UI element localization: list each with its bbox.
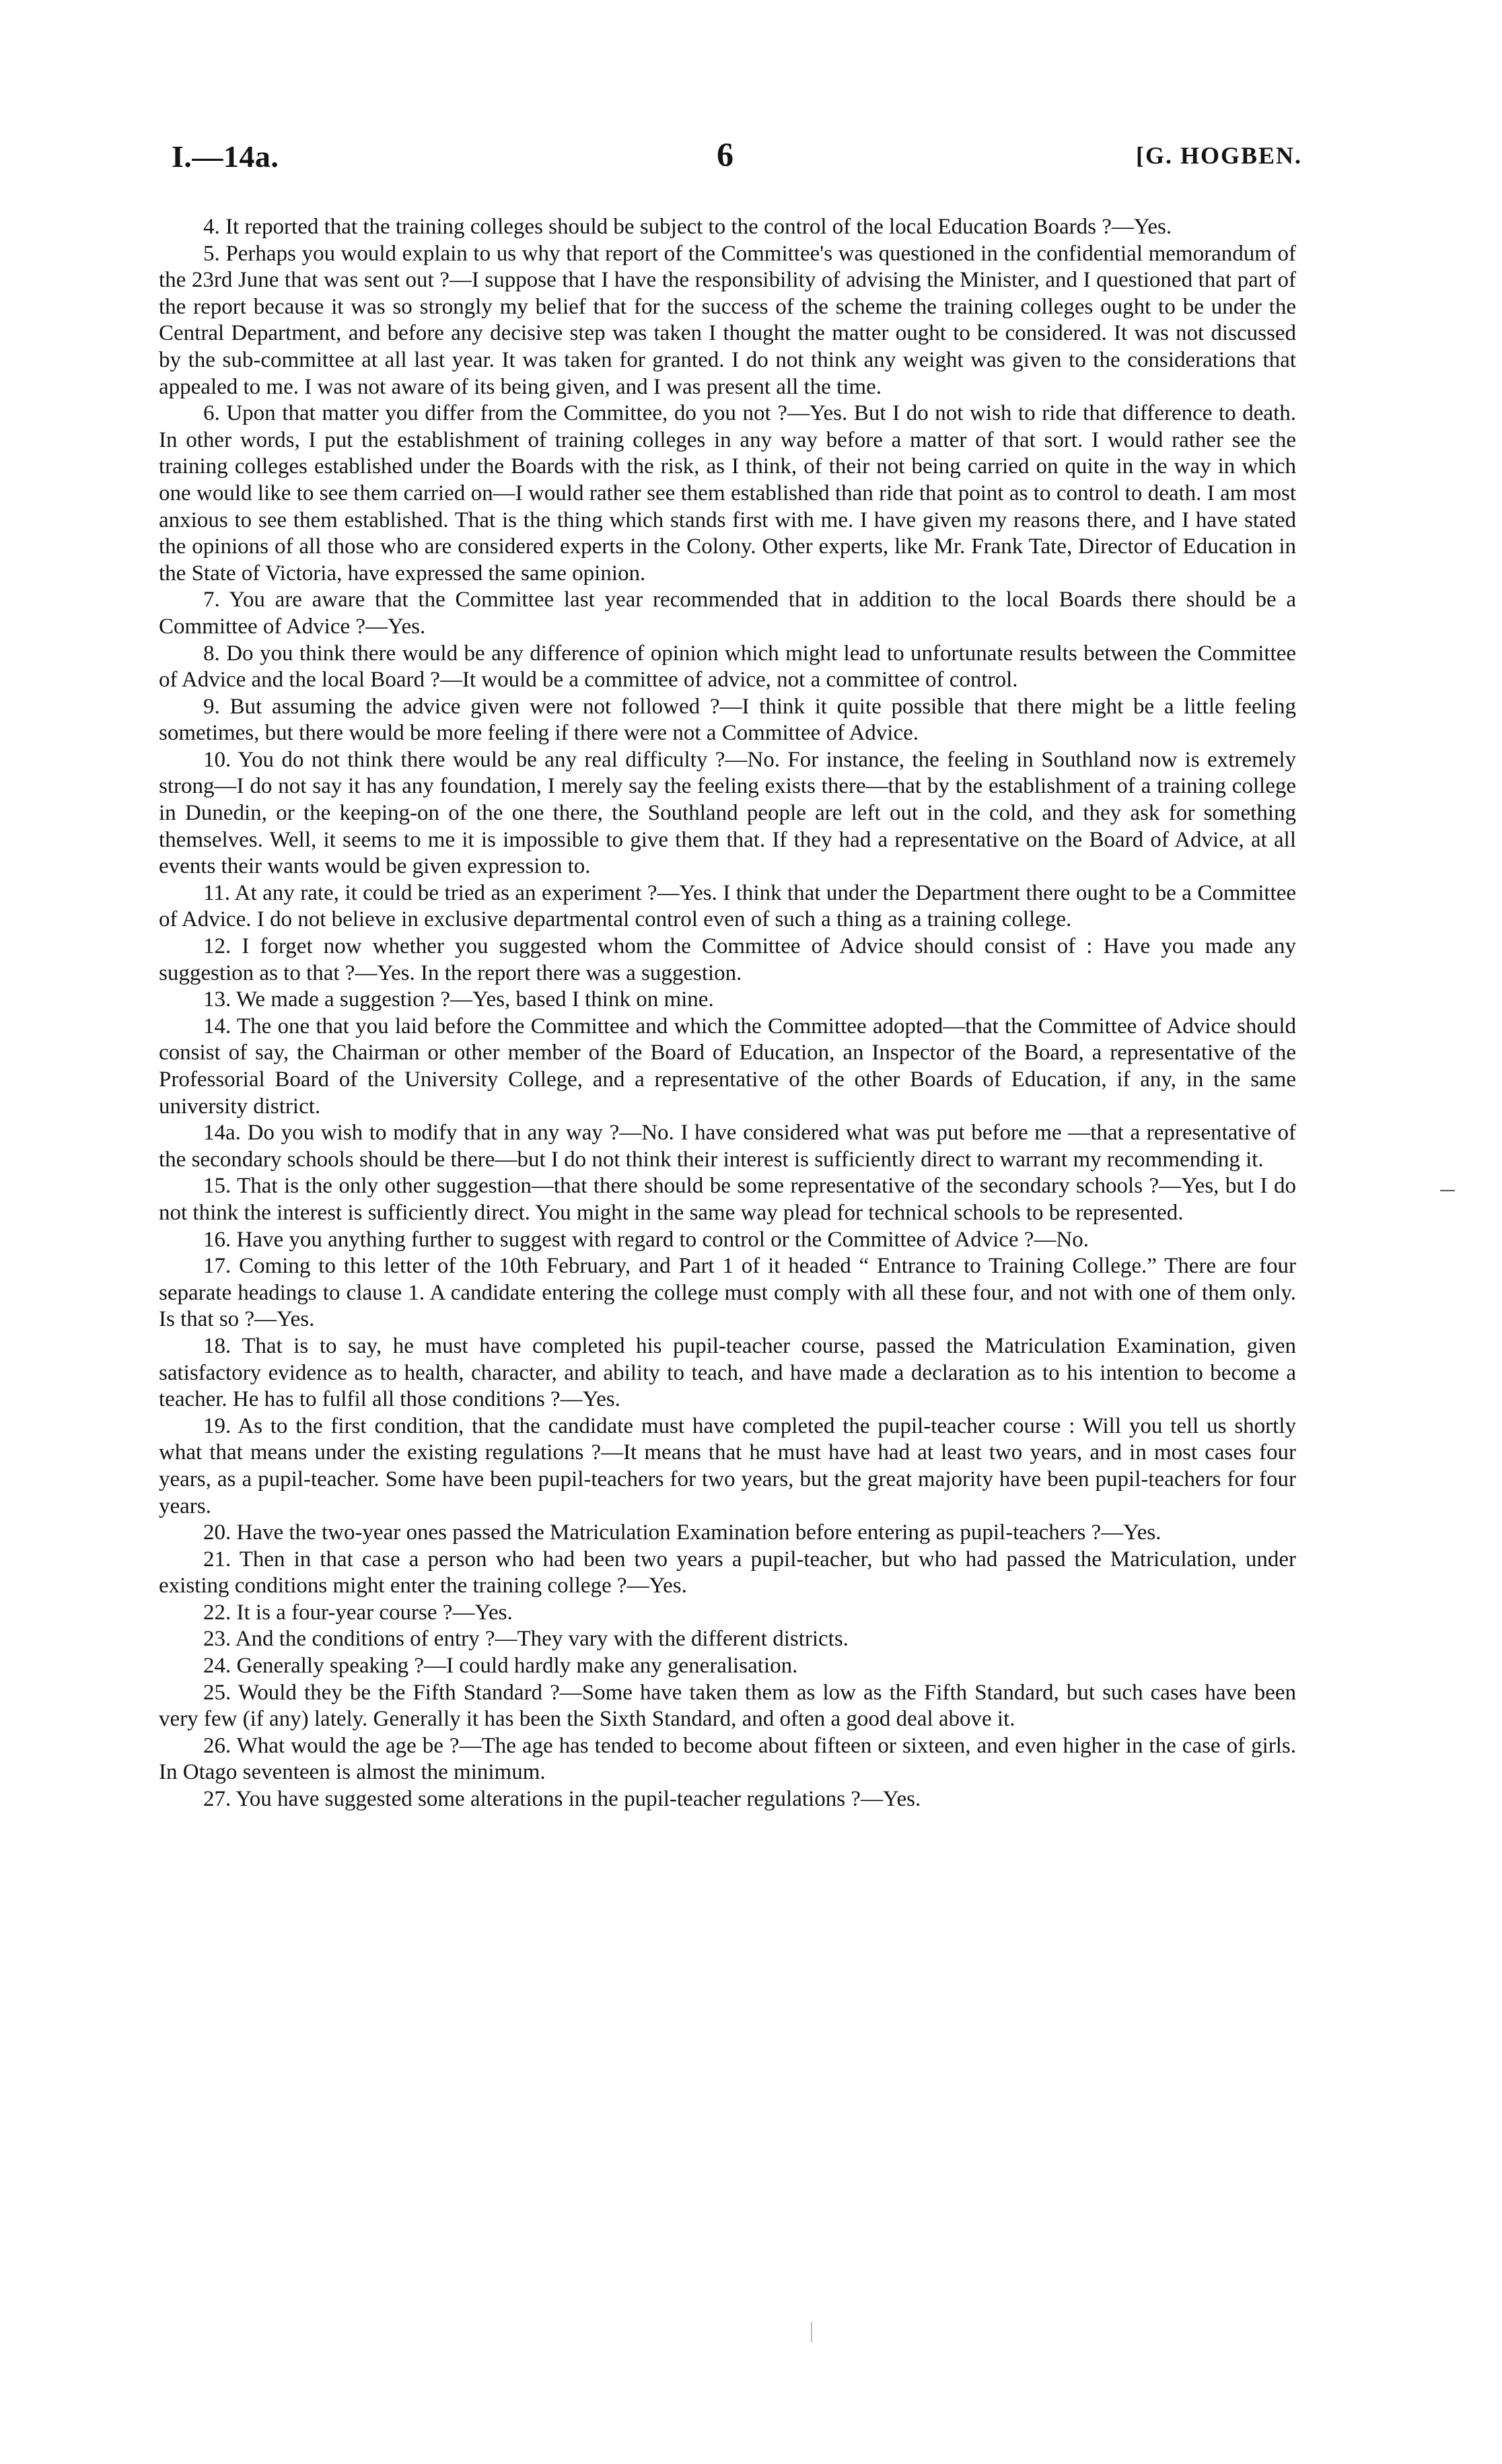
page-header	[172, 135, 1302, 179]
question-16: 16. Have you anything further to suggest with regard to control or the Committee of Advice ?—No.	[203, 1227, 1089, 1252]
witness-name: [G. HOGBEN.	[1135, 142, 1302, 169]
question-7: 7. You are aware that the Committee last year recommended that in addition to the local Boards there should be a Committee of Advice ?—Yes.	[159, 588, 1296, 639]
document-reference: I.—14a.	[172, 139, 279, 174]
question-19: 19. As to the first condition, that the candidate must have completed the pupil-teacher course : Will you tell us shortly what that means under the existing regulations ?—It means that he must have had at least two years, and in most cases four years, as a pupil-teacher. Some have been pupil-teachers for two years, but the great majority have been pupil-teachers for four years.	[159, 1413, 1296, 1518]
question-12: 12. I forget now whether you suggested whom the Committee of Advice should consist of : Have you made any suggestion as to that ?—Yes. In the report there was a suggestion.	[159, 934, 1296, 985]
question-13: 13. We made a suggestion ?—Yes, based I think on mine.	[203, 987, 714, 1012]
question-18: 18. That is to say, he must have completed his pupil-teacher course, passed the Matriculation Examination, given satisfactory evidence as to health, character, and ability to teach, and have made a declaration as to his intention to become a teacher. He has to fulfil all those conditions ?—Yes.	[159, 1333, 1296, 1412]
question-24: 24. Generally speaking ?—I could hardly make any generalisation.	[203, 1654, 798, 1679]
page-number: 6	[717, 135, 734, 173]
question-8: 8. Do you think there would be any difference of opinion which might lead to unfortunate results between the Committee of Advice and the local Board ?—It would be a committee of advice, not a committee of control.	[159, 641, 1296, 693]
question-25: 25. Would they be the Fifth Standard ?—Some have taken them as low as the Fifth Standard, but such cases have been very few (if any) lately. Generally it has been the Sixth Standard, and often a good deal above it.	[159, 1680, 1296, 1732]
question-5: 5. Perhaps you would explain to us why that report of the Committee's was questioned in the confidential memorandum of the 23rd June that was sent out ?—I suppose that I have the responsibility of advising the Minister, and I questioned that part of the report because it was so strongly my belief that for the success of the scheme the training colleges ought to be under the Central Department, and before any decisive step was taken I thought the matter ought to be considered. It was not discussed by the sub-committee at all last year. It was taken for granted. I do not think any weight was given to the considerations that appealed to me. I was not aware of its being given, and I was present all the time.	[159, 241, 1296, 399]
question-4: 4. It reported that the training colleges should be subject to the control of the local Education Boards ?—Yes.	[203, 215, 1172, 239]
question-27: 27. You have suggested some alterations in the pupil-teacher regulations ?—Yes.	[203, 1787, 921, 1812]
margin-mark	[1440, 1190, 1455, 1191]
evidence-text	[159, 214, 1296, 1813]
question-22: 22. It is a four-year course ?—Yes.	[203, 1600, 513, 1625]
question-23: 23. And the conditions of entry ?—They vary with the different districts.	[203, 1627, 849, 1652]
question-9: 9. But assuming the advice given were not followed ?—I think it quite possible that there might be a little feeling sometimes, but there would be more feeling if there were not a Committee of Advice.	[159, 694, 1296, 746]
question-10: 10. You do not think there would be any real difficulty ?—No. For instance, the feeling in Southland now is extremely strong—I do not say it has any foundation, I merely say the feeling exists there—that by the establishment of a training college in Dunedin, or the keeping-on of the one there, the Southland people are left out in the cold, and they ask for something themselves. Well, it seems to me it is impossible to give them that. If they had a representative on the Board of Advice, at all events their wants would be given expression to.	[159, 747, 1296, 879]
question-14a: 14a. Do you wish to modify that in any way ?—No. I have considered what was put before me —that a representative of the secondary schools should be there—but I do not think their interest is sufficiently direct to warrant my recommending it.	[159, 1121, 1296, 1172]
question-15: 15. That is the only other suggestion—that there should be some representative of the secondary schools ?—Yes, but I do not think the interest is sufficiently direct. You might in the same way plead for technical schools to be represented.	[159, 1174, 1296, 1225]
question-17: 17. Coming to this letter of the 10th February, and Part 1 of it headed “ Entrance to Training College.” There are four separate headings to clause 1. A candidate entering the college must comply with all these four, and not with one of them only. Is that so ?—Yes.	[159, 1254, 1296, 1332]
question-21: 21. Then in that case a person who had been two years a pupil-teacher, but who had passed the Matriculation, under existing conditions might enter the training college ?—Yes.	[159, 1547, 1296, 1598]
question-26: 26. What would the age be ?—The age has tended to become about fifteen or sixteen, and even higher in the case of girls. In Otago seventeen is almost the minimum.	[159, 1733, 1296, 1785]
question-14: 14. The one that you laid before the Committee and which the Committee adopted—that the Committee of Advice should consist of say, the Chairman or other member of the Board of Education, an Inspector of the Board, a representative of the Professorial Board of the University College, and a representative of the other Boards of Education, if any, in the same university district.	[159, 1014, 1296, 1119]
question-20: 20. Have the two-year ones passed the Matriculation Examination before entering as pupil-teachers ?—Yes.	[203, 1520, 1161, 1545]
question-11: 11. At any rate, it could be tried as an experiment ?—Yes. I think that under the Department there ought to be a Committee of Advice. I do not believe in exclusive departmental control even of such a thing as a training college.	[159, 880, 1296, 932]
question-6: 6. Upon that matter you differ from the Committee, do you not ?—Yes. But I do not wish to ride that difference to death. In other words, I put the establishment of training colleges in any way before a matter of that sort. I would rather see the training colleges established under the Boards with the risk, as I think, of their not being carried on quite in the way in which one would like to see them carried on—I would rather see them established than ride that point as to control to death. I am most anxious to see them established. That is the thing which stands first with me. I have given my reasons there, and I have stated the opinions of all those who are considered experts in the Colony. Other experts, like Mr. Frank Tate, Director of Education in the State of Victoria, have expressed the same opinion.	[159, 401, 1296, 586]
scan-artifact	[811, 2322, 812, 2342]
